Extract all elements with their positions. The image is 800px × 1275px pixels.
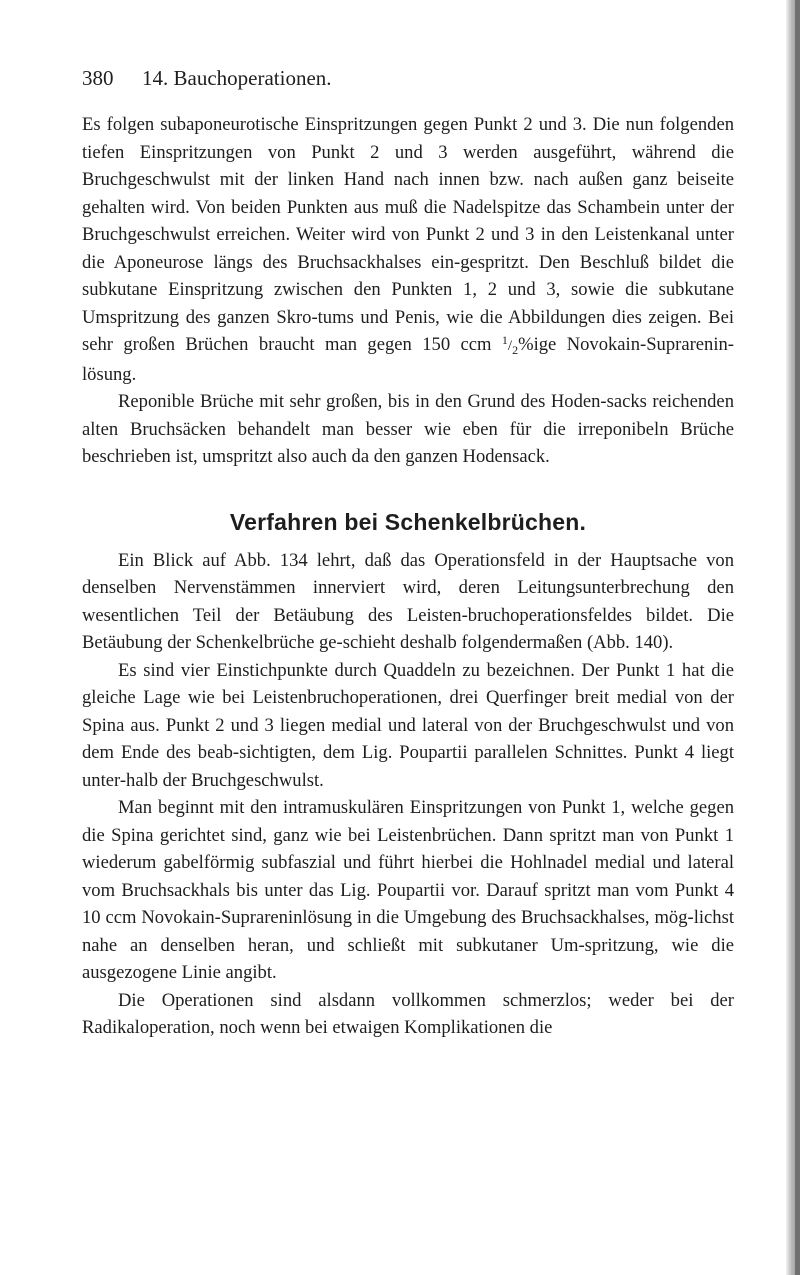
page-edge-shadow [786, 0, 800, 1275]
paragraph-operation-field: Ein Blick auf Abb. 134 lehrt, daß das Operationsfeld in der Hauptsache von denselben Nervenstämmen innerviert wird, deren Leitungsunterbrechung den wesentlichen Teil der Betäubung des Leisten-bruchoperationsfeldes bildet. Die Betäubung der Schenkelbrüche ge-schieht deshalb folgendermaßen (Abb. 140). [82, 549, 734, 653]
paragraph-subaponeurotic-injections [82, 111, 734, 388]
paragraph-text: Es folgen subaponeurotische Einspritzungen gegen Punkt 2 und 3. Die nun folgenden tiefen Einspritzungen von Punkt 2 und 3 werden ausgeführt, während die Bruchgeschwulst mit der linken Hand nach innen bzw. nach außen ganz beiseite gehalten wird. Von beiden Punkten aus muß die Nadelspitze das Schambein unter der Bruchgeschwulst erreichen. Weiter wird von Punkt 2 und 3 in den Leistenkanal unter die Aponeurose längs des Bruchsackhalses ein-gespritzt. Den Beschluß bildet die subkutane Einspritzung zwischen den Punkten 1, 2 und 3, sowie die subkutane Umspritzung des ganzen Skro-tums und Penis, wie die Abbildungen dies zeigen. Bei sehr großen Brüchen braucht man gegen 150 ccm [82, 114, 734, 355]
section-heading: Verfahren bei Schenkelbrüchen. [229, 508, 587, 535]
paragraph-injection-points: Es sind vier Einstichpunkte durch Quaddeln zu bezeichnen. Der Punkt 1 hat die gleiche Lage wie bei Leistenbruchoperationen, drei Querfinger breit medial von der Spina aus. Punkt 2 und 3 liegen medial und lateral von der Bruchgeschwulst und von dem Ende des beab-sichtigten, dem Lig. Poupartii parallelen Schnittes. Punkt 4 liegt unter-halb der Bruchgeschwulst. [82, 659, 734, 791]
running-header [82, 63, 732, 93]
running-title: 14. Bauchoperationen. [142, 66, 332, 90]
paragraph-reponible-hernias: Reponible Brüche mit sehr großen, bis in den Grund des Hoden-sacks reichenden alten Bruchsäcken behandelt man besser wie eben für die irreponibeln Brüche beschrieben ist, umspritzt also auch da den ganzen Hodensack. [82, 391, 734, 467]
paragraph-intramuscular-injections: Man beginnt mit den intramuskulären Einspritzungen von Punkt 1, welche gegen die Spina gerichtet sind, ganz wie bei Leistenbrüchen. Dann spritzt man von Punkt 1 wiederum gabelförmig subfaszial und führt hierbei die Hohlnadel medial und lateral vom Bruchsackhals bis unter das Lig. Poupartii vor. Darauf spritzt man vom Punkt 4 10 ccm Novokain-Suprareninlösung in die Umgebung des Bruchsackhalses, mög-lichst nahe an denselben heran, und schließt mit subkutaner Um-spritzung, wie die ausgezogene Linie angibt. [82, 797, 734, 983]
paragraph-painless-operation: Die Operationen sind alsdann vollkommen schmerzlos; weder bei der Radikaloperation, noch wenn bei etwaigen Komplikationen die [82, 989, 734, 1038]
fraction-denominator: 2 [512, 343, 519, 357]
paragraph-text-continued: %ige Novokain-Suprarenin-lösung. [82, 334, 734, 385]
page-body [82, 111, 734, 1042]
fraction-numerator: 1 [501, 333, 508, 347]
page-number: 380 [82, 66, 114, 90]
half-fraction: $^1/_2$ [501, 333, 519, 357]
